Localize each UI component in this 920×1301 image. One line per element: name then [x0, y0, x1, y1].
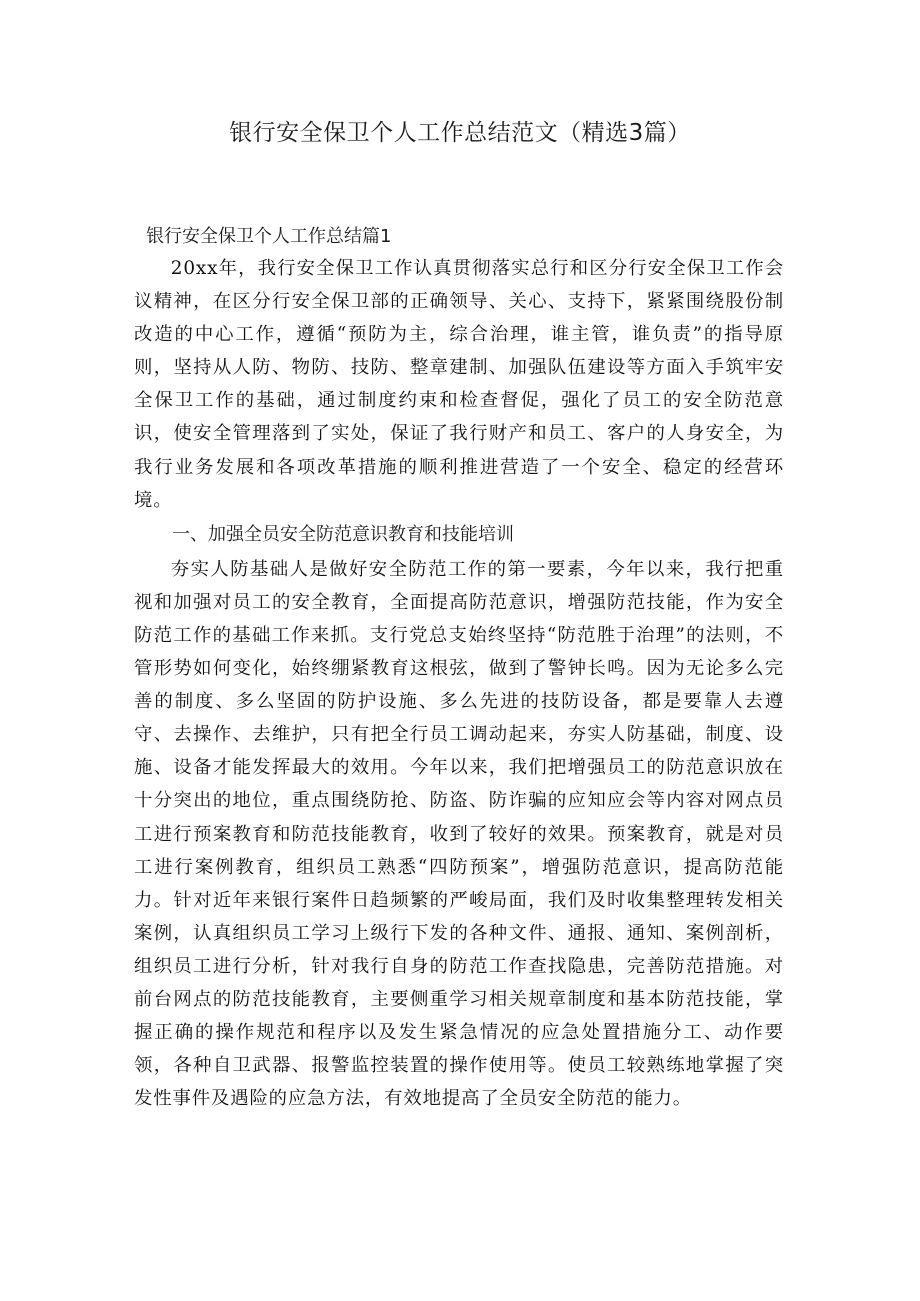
document-body: [134, 252, 784, 1115]
sub-heading-training: 一、加强全员安全防范意识教育和技能培训: [172, 523, 514, 545]
document-title: 银行安全保卫个人工作总结范文（精选3篇）: [229, 120, 691, 146]
section-heading: 银行安全保卫个人工作总结篇1: [146, 226, 392, 247]
paragraph-intro: 20xx年，我行安全保卫工作认真贯彻落实总行和区分行安全保卫工作会议精神，在区分行安全保卫部的正确领导、关心、支持下，紧紧围绕股份制改造的中心工作，遵循“预防为主，综合治理，谁主管，谁负责”的指导原则，坚持从人防、物防、技防、整章建制、加强队伍建设等方面入手筑牢安全保卫工作的基础，通过制度约束和检查督促，强化了员工的安全防范意识，使安全管理落到了实处，保证了我行财产和员工、客户的人身安全，为我行业务发展和各项改革措施的顺利推进营造了一个安全、稳定的经营环境。: [134, 258, 784, 511]
paragraph-training: 夯实人防基础人是做好安全防范工作的第一要素，今年以来，我行把重视和加强对员工的安全教育，全面提高防范意识，增强防范技能，作为安全防范工作的基础工作来抓。支行党总支始终坚持“防范胜于治理”的法则，不管形势如何变化，始终绷紧教育这根弦，做到了警钟长鸣。因为无论多么完善的制度、多么坚固的防护设施、多么先进的技防设备，都是要靠人去遵守、去操作、去维护，只有把全行员工调动起来，夯实人防基础，制度、设施、设备才能发挥最大的效用。今年以来，我们把增强员工的防范意识放在十分突出的地位，重点围绕防抢、防盗、防诈骗的应知应会等内容对网点员工进行预案教育和防范技能教育，收到了较好的效果。预案教育，就是对员工进行案例教育，组织员工熟悉“四防预案”，增强防范意识，提高防范能力。针对近年来银行案件日趋频繁的严峻局面，我们及时收集整理转发相关案例，认真组织员工学习上级行下发的各种文件、通报、通知、案例剖析，组织员工进行分析，针对我行自身的防范工作查找隐患，完善防范措施。对前台网点的防范技能教育，主要侧重学习相关规章制度和基本防范技能，掌握正确的操作规范和程序以及发生紧急情况的应急处置措施分工、动作要领，各种自卫武器、报警监控装置的操作使用等。使员工较熟练地掌握了突发性事件及遇险的应急方法，有效地提高了全员安全防范的能力。: [134, 558, 784, 1110]
